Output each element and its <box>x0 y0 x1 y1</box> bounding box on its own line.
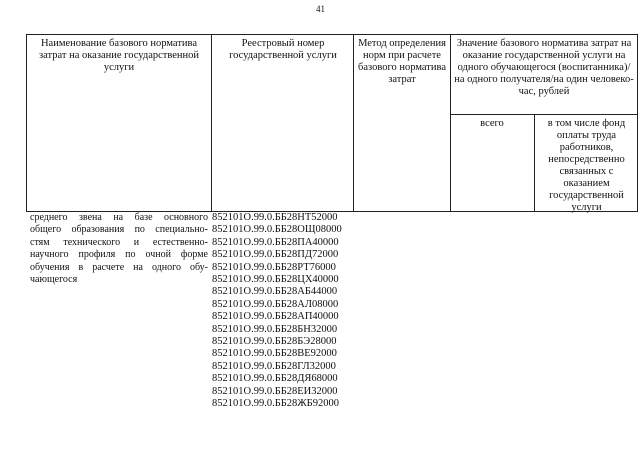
column-divider <box>211 34 212 212</box>
registry-code: 852101О.99.0.ББ28ЖБ92000 <box>212 398 339 410</box>
registry-code: 852101О.99.0.ББ28ЦХ40000 <box>212 274 339 286</box>
header-name: Наименование базового норматива затрат на оказание государственной услуги <box>38 38 200 73</box>
norms-table-header <box>26 34 638 212</box>
header-labor-fund: в том числе фонд оплаты труда работников, непосредственно связанных с оказанием государственной услуги <box>547 118 626 213</box>
page-number: 41 <box>316 4 325 14</box>
description-line: научного профиля по очной форме <box>30 249 208 261</box>
registry-code: 852101О.99.0.ББ28ЕИ32000 <box>212 385 338 397</box>
header-registry-number: Реестровый номер государственной услуги <box>229 38 337 61</box>
subheader-divider <box>450 114 638 115</box>
registry-code: 852101О.99.0.ББ28РТ76000 <box>212 261 336 273</box>
registry-code: 852101О.99.0.ББ28ДЯ68000 <box>212 373 338 385</box>
header-total: всего <box>480 118 504 129</box>
registry-code: 852101О.99.0.ББ28БЭ28000 <box>212 336 337 348</box>
description-line: обучения в расчете на одного обу- <box>30 261 208 273</box>
column-divider <box>353 34 354 212</box>
description-line: среднего звена на базе основного <box>30 212 208 223</box>
registry-code: 852101О.99.0.ББ28БН32000 <box>212 323 338 335</box>
header-value: Значение базового норматива затрат на оказание государственной услуги на одного обучающегося (воспитанника)/на одного получателя/на один человеко-час, рублей <box>454 38 634 97</box>
registry-code: 852101О.99.0.ББ28АБ44000 <box>212 286 338 298</box>
table-right-border <box>637 34 638 212</box>
registry-code: 852101О.99.0.ББ28АП40000 <box>212 311 339 323</box>
column-divider <box>534 114 535 212</box>
registry-code: 852101О.99.0.ББ28НТ52000 <box>212 212 338 223</box>
header-method: Метод определения норм при расчете базового норматива затрат <box>357 38 446 85</box>
description-line: чающегося <box>30 274 78 286</box>
registry-code: 852101О.99.0.ББ28АЛ08000 <box>212 298 339 310</box>
registry-code: 852101О.99.0.ББ28ГЛ32000 <box>212 360 336 372</box>
service-description <box>30 212 208 286</box>
registry-codes-list <box>212 212 342 411</box>
registry-code: 852101О.99.0.ББ28ПД72000 <box>212 249 339 261</box>
column-divider <box>450 34 451 212</box>
description-line: стям технического и естественно- <box>30 236 208 248</box>
table-left-border <box>26 34 27 212</box>
registry-code: 852101О.99.0.ББ28ВЕ92000 <box>212 348 337 360</box>
registry-code: 852101О.99.0.ББ28ОЩ08000 <box>212 224 342 236</box>
registry-code: 852101О.99.0.ББ28ПА40000 <box>212 236 339 248</box>
description-line: общего образования по специально- <box>30 224 208 236</box>
table-top-border <box>26 34 638 35</box>
